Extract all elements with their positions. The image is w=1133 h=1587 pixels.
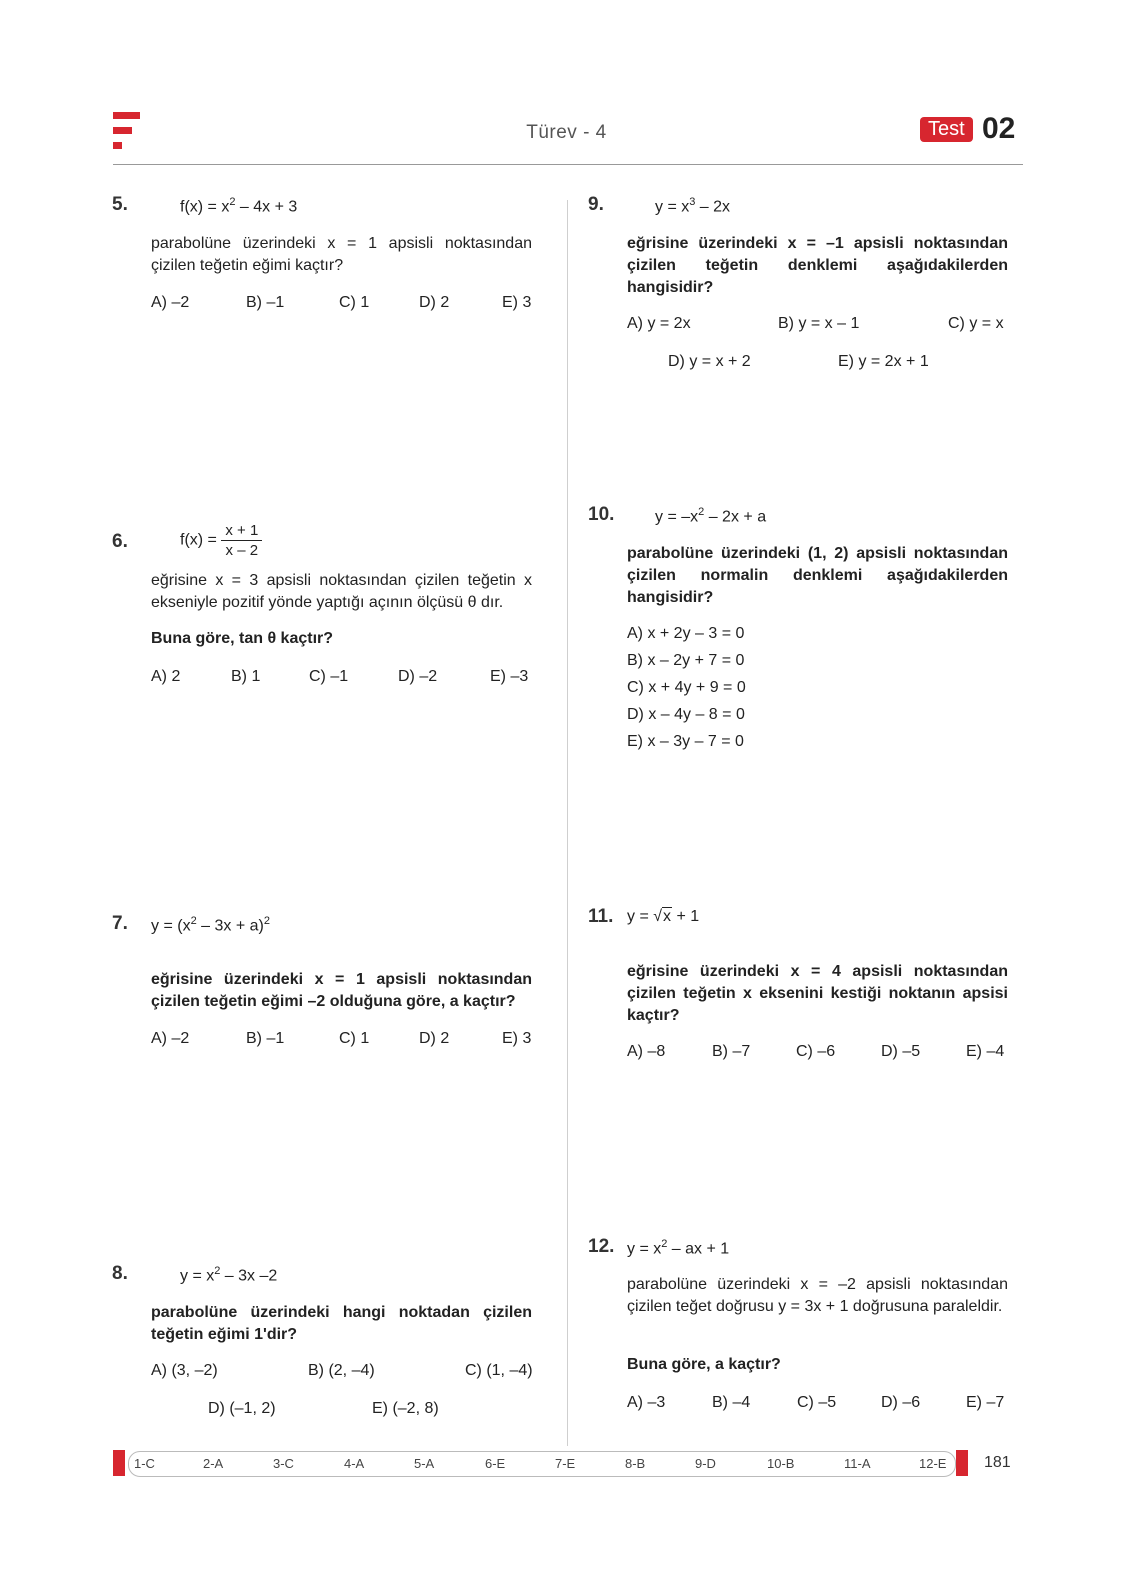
- option-d[interactable]: D) 2: [419, 1030, 450, 1047]
- expression-rhs: + 1: [676, 908, 700, 925]
- answer-item: 1-C: [134, 1456, 155, 1471]
- question-number: 7.: [112, 913, 128, 934]
- option-d[interactable]: D) y = x + 2: [668, 353, 751, 370]
- option-a[interactable]: A) –2: [151, 294, 190, 311]
- question-expression: $y = -x^2 - 2x + a$: [655, 506, 767, 526]
- question-number: 6.: [112, 531, 128, 552]
- test-badge: Test: [920, 117, 973, 142]
- option-e[interactable]: E) –3: [490, 668, 529, 685]
- answer-item: 11-A: [844, 1456, 871, 1471]
- fraction-numerator: x + 1: [221, 522, 262, 541]
- option-a[interactable]: A) –8: [627, 1043, 666, 1060]
- option-b[interactable]: B) y = x – 1: [778, 315, 860, 332]
- option-d[interactable]: D) x – 4y – 8 = 0: [627, 706, 745, 723]
- answer-key-bar: [128, 1451, 956, 1477]
- answer-item: 2-A: [203, 1456, 224, 1471]
- fraction-denominator: x – 2: [225, 542, 259, 559]
- option-e[interactable]: E) y = 2x + 1: [838, 353, 929, 370]
- answer-item: 4-A: [344, 1456, 365, 1471]
- question-expression: [627, 908, 699, 926]
- header-divider: [113, 164, 1023, 165]
- option-d[interactable]: D) 2: [419, 294, 450, 311]
- option-e[interactable]: E) (–2, 8): [372, 1400, 439, 1417]
- option-b[interactable]: B) –7: [712, 1043, 751, 1060]
- option-c[interactable]: C) –1: [309, 668, 349, 685]
- expression-lhs: y =: [627, 908, 649, 925]
- question-stem: eğrisine üzerindeki x = 1 apsisli noktasından çizilen teğetin eğimi –2 olduğuna göre, a kaçtır?: [151, 971, 532, 1010]
- question-stem: eğrisine üzerindeki x = –1 apsisli noktasından çizilen teğetin denklemi aşağıdakilerden hangisidir?: [627, 235, 1008, 296]
- expression-lhs: f(x) =: [180, 531, 217, 549]
- question-stem: eğrisine üzerindeki x = 4 apsisli noktasından çizilen teğetin x eksenini kestiği noktanın apsisi kaçtır?: [627, 963, 1008, 1024]
- question-expression: $y = (x^2 - 3x + a)^2$: [151, 915, 270, 935]
- question-stem: parabolüne üzerindeki x = 1 apsisli noktasından çizilen teğetin eğimi kaçtır?: [151, 235, 532, 274]
- option-e[interactable]: E) –7: [966, 1394, 1005, 1411]
- option-e[interactable]: E) 3: [502, 294, 532, 311]
- option-a[interactable]: A) y = 2x: [627, 315, 691, 332]
- page-number: 181: [984, 1454, 1011, 1471]
- question-stem: eğrisine x = 3 apsisli noktasından çizilen teğetin x ekseniyle pozitif yönde yaptığı açının ölçüsü θ dır.: [151, 572, 532, 611]
- question-expression: [180, 522, 262, 559]
- option-a[interactable]: A) (3, –2): [151, 1362, 218, 1379]
- answer-key-left-marker: [113, 1450, 125, 1476]
- question-number: 5.: [112, 194, 128, 215]
- answer-item: 10-B: [767, 1456, 795, 1471]
- option-b[interactable]: B) 1: [231, 668, 261, 685]
- sqrt-icon: √: [653, 908, 663, 925]
- option-b[interactable]: B) (2, –4): [308, 1362, 375, 1379]
- answer-item: 9-D: [695, 1456, 716, 1471]
- option-b[interactable]: B) –1: [246, 1030, 285, 1047]
- question-number: 11.: [588, 906, 614, 927]
- option-c[interactable]: C) x + 4y + 9 = 0: [627, 679, 746, 696]
- option-e[interactable]: E) 3: [502, 1030, 532, 1047]
- answer-item: 6-E: [485, 1456, 506, 1471]
- option-a[interactable]: A) x + 2y – 3 = 0: [627, 625, 745, 642]
- question-expression: $y = x^3 - 2x$: [655, 196, 731, 216]
- option-d[interactable]: D) –2: [398, 668, 438, 685]
- option-b[interactable]: B) –1: [246, 294, 285, 311]
- fraction: [221, 522, 262, 559]
- option-c[interactable]: C) –6: [796, 1043, 836, 1060]
- answer-item: 5-A: [414, 1456, 435, 1471]
- option-e[interactable]: E) x – 3y – 7 = 0: [627, 733, 744, 750]
- option-c[interactable]: C) y = x: [948, 315, 1004, 332]
- option-c[interactable]: C) 1: [339, 294, 370, 311]
- question-expression: $f(x) = x^2 - 4x + 3$: [180, 196, 298, 216]
- question-stem: parabolüne üzerindeki (1, 2) apsisli noktasından çizilen normalin denklemi aşağıdakilerden hangisidir?: [627, 545, 1008, 606]
- option-d[interactable]: D) (–1, 2): [208, 1400, 276, 1417]
- question-number: 9.: [588, 194, 604, 215]
- option-e[interactable]: E) –4: [966, 1043, 1005, 1060]
- option-c[interactable]: C) 1: [339, 1030, 370, 1047]
- column-divider: [567, 200, 568, 1446]
- question-expression: $y = x^2$ – ax + 1: [627, 1238, 730, 1258]
- option-d[interactable]: D) –6: [881, 1394, 921, 1411]
- answer-item: 7-E: [555, 1456, 576, 1471]
- question-stem: parabolüne üzerindeki x = –2 apsisli noktasından çizilen teğet doğrusu y = 3x + 1 doğrusuna paraleldir.: [627, 1276, 1008, 1315]
- option-a[interactable]: A) 2: [151, 668, 181, 685]
- option-b[interactable]: B) –4: [712, 1394, 751, 1411]
- option-a[interactable]: A) –3: [627, 1394, 666, 1411]
- radicand: x: [663, 908, 672, 925]
- option-c[interactable]: C) –5: [797, 1394, 837, 1411]
- question-number: 10.: [588, 504, 615, 525]
- answer-key-right-marker: [956, 1450, 968, 1476]
- question-ask: Buna göre, a kaçtır?: [627, 1356, 781, 1373]
- question-stem: parabolüne üzerindeki hangi noktadan çizilen teğetin eğimi 1'dir?: [151, 1304, 532, 1343]
- page-title: Türev - 4: [526, 122, 607, 143]
- question-number: 8.: [112, 1263, 128, 1284]
- question-expression: $y = x^2 - 3x$ –2: [180, 1265, 278, 1285]
- question-number: 12.: [588, 1236, 615, 1257]
- option-b[interactable]: B) x – 2y + 7 = 0: [627, 652, 745, 669]
- answer-item: 12-E: [919, 1456, 947, 1471]
- answer-item: 8-B: [625, 1456, 646, 1471]
- option-c[interactable]: C) (1, –4): [465, 1362, 533, 1379]
- option-d[interactable]: D) –5: [881, 1043, 921, 1060]
- option-a[interactable]: A) –2: [151, 1030, 190, 1047]
- test-number: 02: [982, 112, 1016, 145]
- question-ask: Buna göre, tan θ kaçtır?: [151, 630, 334, 647]
- answer-item: 3-C: [273, 1456, 294, 1471]
